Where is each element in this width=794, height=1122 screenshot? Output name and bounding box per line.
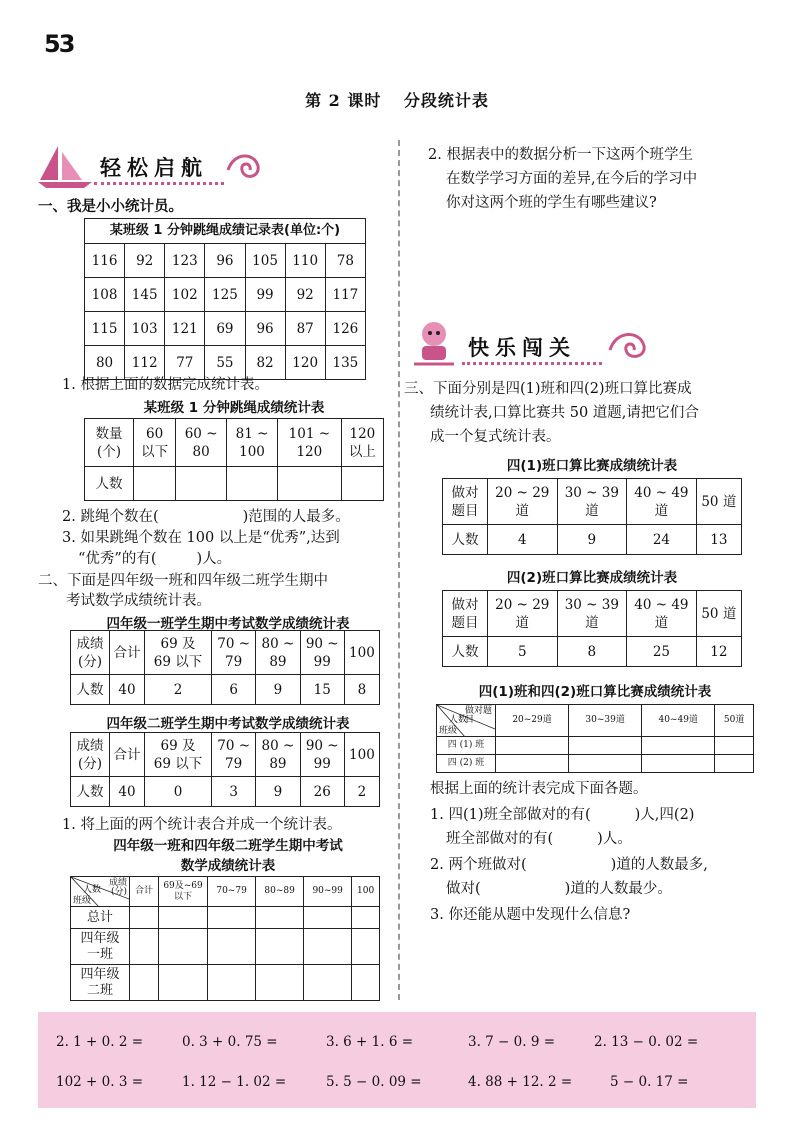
header-label: 道	[654, 614, 669, 631]
stat-table-title: 某班级 1 分钟跳绳成绩统计表	[143, 400, 325, 416]
combined-table-title-2: 数学成绩统计表	[180, 858, 276, 874]
text: )人。	[597, 831, 632, 847]
header-label: 90 ~	[305, 635, 339, 652]
header-label: 100	[352, 877, 380, 907]
header-label: 20 ~ 29	[495, 596, 550, 613]
banner-happy-challenge	[410, 318, 660, 370]
header-label: 合计	[110, 631, 145, 675]
header-label: 120	[349, 425, 376, 442]
answer-cell[interactable]	[159, 929, 208, 965]
header-label: 80 ~	[261, 737, 295, 754]
header-label: 题目	[451, 502, 479, 519]
page-number: 53	[44, 30, 74, 58]
header-label: 100	[344, 733, 379, 777]
header-label: 70 ~	[217, 737, 251, 754]
cell: 69	[205, 312, 245, 346]
cell: 112	[125, 346, 165, 380]
text: “优秀”的有(	[78, 551, 157, 567]
header-label: 70 ~	[217, 635, 251, 652]
answer-cell[interactable]	[256, 929, 304, 965]
diagonal-header-cell	[437, 705, 496, 737]
answer-cell[interactable]	[176, 467, 227, 501]
header-label: 道	[515, 502, 530, 519]
text: 四年级	[80, 966, 120, 982]
cartoon-child-icon	[410, 318, 460, 368]
cell: 15	[300, 675, 344, 705]
q2-sub2-line3: 你对这两个班的学生有哪些建议?	[446, 195, 657, 211]
answer-cell[interactable]	[569, 737, 642, 755]
combined-mental-math-title: 四(1)班和四(2)班口算比赛成绩统计表	[478, 684, 712, 700]
jump-rope-stat-table	[84, 418, 384, 501]
q3-sub1-line1	[430, 804, 694, 826]
answer-cell[interactable]	[496, 737, 569, 755]
text: 二班	[86, 982, 113, 998]
answer-cell[interactable]	[642, 755, 715, 773]
q3-sub2-line2	[446, 878, 672, 900]
header-label: 道	[654, 502, 669, 519]
corner-label: (分)	[110, 887, 127, 897]
q1-sub1: 1. 根据上面的数据完成统计表。	[62, 377, 269, 393]
header-label: 道	[585, 614, 599, 631]
q1-sub3-line2	[78, 548, 231, 570]
cell: 96	[205, 244, 245, 278]
swirl-ornament-icon	[224, 150, 264, 184]
lesson-topic: 分段统计表	[403, 91, 489, 110]
answer-cell[interactable]	[352, 965, 380, 1001]
cell: 8	[344, 675, 379, 705]
q3-sub1-line2	[446, 828, 632, 850]
header-label: 30~39道	[569, 705, 642, 737]
cell: 40	[110, 777, 145, 807]
row-label	[71, 929, 130, 965]
q2-heading-line2: 考试数学成绩统计表。	[66, 593, 211, 609]
math-problem: 2. 1 + 0. 2 =	[56, 1034, 144, 1050]
answer-cell[interactable]	[352, 907, 380, 929]
header-label: 89	[269, 755, 287, 772]
cell: 102	[165, 278, 205, 312]
cell: 4	[488, 525, 558, 555]
q1-sub3-line1: 3. 如果跳绳个数在 100 以上是“优秀”,达到	[62, 530, 340, 546]
cell: 99	[245, 278, 285, 312]
header-label: 69 及	[160, 737, 196, 754]
header-label: (分)	[77, 653, 103, 670]
answer-cell[interactable]	[208, 965, 256, 1001]
header-label: (分)	[77, 755, 103, 772]
header-label: 89	[269, 653, 287, 670]
header-label: 80 ~	[261, 635, 295, 652]
header-label: 40 ~ 49	[634, 484, 689, 501]
answer-cell[interactable]	[277, 467, 341, 501]
table-row	[85, 278, 366, 312]
q3-sub2-line1	[430, 854, 708, 876]
cell: 87	[285, 312, 325, 346]
cell: 126	[325, 312, 365, 346]
cell: 2	[344, 777, 379, 807]
q1-sub2	[62, 506, 350, 528]
header-label: 成绩	[76, 737, 104, 754]
cell: 116	[85, 244, 125, 278]
row-label: 人数	[71, 675, 110, 705]
header-label: 做对	[451, 596, 479, 613]
row-label: 人数	[443, 637, 488, 667]
cell: 3	[212, 777, 256, 807]
text: )范围的人最多。	[242, 509, 350, 525]
header-label: 100	[239, 443, 265, 460]
scalloped-edge	[38, 1007, 756, 1017]
header-label: 做对	[451, 484, 479, 501]
row-label	[71, 965, 130, 1001]
cell: 92	[125, 244, 165, 278]
class2-score-table	[70, 732, 380, 807]
q3-intro: 根据上面的统计表完成下面各题。	[430, 781, 648, 797]
cell: 8	[557, 637, 627, 667]
text: 班全部做对的有(	[446, 831, 554, 847]
corner-label: 班级	[439, 726, 458, 736]
header-label: 99	[313, 755, 331, 772]
text: )人。	[196, 551, 232, 567]
cell: 9	[256, 675, 300, 705]
header-label: 70~79	[208, 877, 256, 907]
answer-cell[interactable]	[304, 965, 352, 1001]
answer-cell[interactable]	[496, 755, 569, 773]
q1-heading: 一、我是小小统计员。	[38, 198, 183, 215]
header-label: 数量	[95, 425, 123, 442]
combined-mental-math-table	[436, 704, 754, 773]
mental-math-footer	[38, 1012, 756, 1108]
answer-cell[interactable]	[715, 755, 754, 773]
header-label: 道	[585, 502, 599, 519]
cell: 77	[165, 346, 205, 380]
answer-cell[interactable]	[304, 929, 352, 965]
cell: 78	[325, 244, 365, 278]
math-problem: 1. 12 − 1. 02 =	[182, 1074, 287, 1090]
header-label: 题目	[451, 614, 479, 631]
answer-cell[interactable]	[256, 907, 304, 929]
header-label: 69 以下	[153, 755, 203, 772]
q2-sub1: 1. 将上面的两个统计表合并成一个统计表。	[62, 817, 342, 833]
cell: 9	[557, 525, 627, 555]
header-label: 80	[192, 443, 210, 460]
header-label: 69 及	[160, 635, 196, 652]
text: 2. 两个班做对(	[430, 857, 527, 873]
math-problem: 3. 6 + 1. 6 =	[326, 1034, 414, 1050]
answer-cell[interactable]	[256, 965, 304, 1001]
cell: 105	[245, 244, 285, 278]
q2-sub2-line2: 在数学学习方面的差异,在今后的学习中	[446, 171, 698, 187]
text: 一班	[86, 946, 113, 962]
row-label: 人数	[71, 777, 110, 807]
math-problem: 2. 13 − 0. 02 =	[594, 1034, 699, 1050]
header-label: 20 ~ 29	[495, 484, 550, 501]
cell: 82	[245, 346, 285, 380]
row-label: 人数	[85, 467, 134, 501]
header-label: 81 ~	[235, 425, 269, 442]
cell: 125	[205, 278, 245, 312]
banner-title: 快乐闯关	[468, 336, 576, 360]
q3-heading-line2: 绩统计表,口算比赛共 50 道题,请把它们合	[430, 405, 699, 421]
class2-table-title: 四年级二班学生期中考试数学成绩统计表	[106, 716, 350, 732]
header-label: 30 ~ 39	[564, 484, 619, 501]
table-row	[85, 244, 366, 278]
answer-cell[interactable]	[130, 907, 159, 929]
answer-cell[interactable]	[130, 929, 159, 965]
corner-label: 成绩	[108, 878, 127, 888]
class42-mental-math-table	[442, 590, 742, 667]
text: 做对(	[446, 881, 481, 897]
class41-table-title: 四(1)班口算比赛成绩统计表	[506, 458, 678, 474]
header-label: 40~49道	[642, 705, 715, 737]
header-label: 69 以下	[153, 653, 203, 670]
row-label: 人数	[443, 525, 488, 555]
header-label: 合计	[130, 877, 159, 907]
header-label: 20~29道	[496, 705, 569, 737]
class42-table-title: 四(2)班口算比赛成绩统计表	[506, 570, 678, 586]
combined-table-title-1: 四年级一班和四年级二班学生期中考试	[113, 838, 343, 854]
header-label: 50 道	[696, 591, 741, 637]
corner-label: 做对题目	[465, 706, 493, 725]
header-label: 80~89	[256, 877, 304, 907]
cell: 5	[488, 637, 558, 667]
class1-table-title: 四年级一班学生期中考试数学成绩统计表	[106, 616, 350, 632]
header-label: 以上	[348, 443, 376, 460]
text: 1. 四(1)班全部做对的有(	[430, 807, 591, 823]
header-label: 50 道	[696, 479, 741, 525]
cell: 80	[85, 346, 125, 380]
answer-cell[interactable]	[208, 907, 256, 929]
row-label: 总计	[71, 907, 130, 929]
text: 2. 跳绳个数在(	[62, 509, 159, 525]
header-label: 90~99	[304, 877, 352, 907]
header-label: 79	[225, 653, 243, 670]
text: )人,四(2)	[634, 807, 695, 823]
lesson-title	[0, 88, 794, 111]
answer-cell[interactable]	[130, 965, 159, 1001]
cell: 92	[285, 278, 325, 312]
header-label: 60 ~	[184, 425, 218, 442]
header-label: 道	[515, 614, 530, 631]
corner-label: 人数	[449, 715, 468, 725]
header-label: 以下	[141, 443, 169, 460]
cell: 135	[325, 346, 365, 380]
answer-cell[interactable]	[569, 755, 642, 773]
cell: 26	[300, 777, 344, 807]
cell: 96	[245, 312, 285, 346]
cell: 12	[696, 637, 741, 667]
jump-rope-record-table	[84, 218, 366, 380]
math-problem: 4. 88 + 12. 2 =	[468, 1074, 573, 1090]
answer-cell[interactable]	[715, 737, 754, 755]
cell: 2	[145, 675, 212, 705]
class1-score-table	[70, 630, 380, 705]
header-label: 40 ~ 49	[634, 596, 689, 613]
math-problem: 5 − 0. 17 =	[610, 1074, 689, 1090]
combined-score-table	[70, 876, 380, 1001]
q2-heading-line1: 二、下面是四年级一班和四年级二班学生期中	[38, 573, 328, 589]
answer-cell[interactable]	[208, 929, 256, 965]
header-label: 成绩	[76, 635, 104, 652]
header-label: 90 ~	[305, 737, 339, 754]
header-label: 合计	[110, 733, 145, 777]
answer-cell[interactable]	[227, 467, 278, 501]
cell: 55	[205, 346, 245, 380]
banner-easy-start	[38, 142, 258, 190]
column-divider	[398, 140, 400, 1000]
answer-cell[interactable]	[134, 467, 176, 501]
cell: 115	[85, 312, 125, 346]
header-label: 30 ~ 39	[564, 596, 619, 613]
q3-heading-line1: 三、下面分别是四(1)班和四(2)班口算比赛成	[404, 381, 692, 397]
header-label: 120	[296, 443, 323, 460]
header-label: 79	[225, 755, 243, 772]
answer-cell[interactable]	[304, 907, 352, 929]
class41-mental-math-table	[442, 478, 742, 555]
cell: 145	[125, 278, 165, 312]
corner-label: 班级	[73, 896, 92, 906]
math-problem: 102 + 0. 3 =	[56, 1074, 144, 1090]
header-label: 100	[344, 631, 379, 675]
text: )道的人数最少。	[564, 881, 672, 897]
answer-cell[interactable]	[159, 965, 208, 1001]
table-title: 某班级 1 分钟跳绳成绩记录表(单位:个)	[85, 219, 366, 244]
header-label: 69及~69以下	[159, 877, 208, 907]
q2-sub2-line1: 2. 根据表中的数据分析一下这两个班学生	[428, 147, 693, 163]
text: 四年级	[80, 930, 120, 946]
cell: 120	[285, 346, 325, 380]
math-problem: 5. 5 − 0. 09 =	[326, 1074, 422, 1090]
header-label: 101 ~	[288, 425, 331, 442]
header-label: (个)	[96, 443, 122, 460]
table-row	[85, 312, 366, 346]
header-label: 60	[145, 425, 164, 442]
header-label: 99	[313, 653, 331, 670]
cell: 9	[256, 777, 300, 807]
cell: 6	[212, 675, 256, 705]
cell: 103	[125, 312, 165, 346]
cell: 108	[85, 278, 125, 312]
math-problem: 0. 3 + 0. 75 =	[182, 1034, 278, 1050]
math-problem: 3. 7 − 0. 9 =	[468, 1034, 556, 1050]
q3-sub3: 3. 你还能从题中发现什么信息?	[430, 907, 631, 923]
cell: 123	[165, 244, 205, 278]
diagonal-header-cell	[71, 877, 130, 907]
text: )道的人数最多,	[610, 857, 708, 873]
row-label: 四 (2) 班	[437, 755, 496, 773]
swirl-ornament-icon	[606, 328, 652, 364]
cell: 24	[627, 525, 697, 555]
answer-cell[interactable]	[642, 737, 715, 755]
lesson-number: 第 2 课时	[305, 91, 382, 110]
banner-ornament-line	[462, 362, 602, 371]
answer-cell[interactable]	[352, 929, 380, 965]
sailboat-icon	[38, 142, 98, 188]
cell: 13	[696, 525, 741, 555]
header-label: 50道	[715, 705, 754, 737]
answer-cell[interactable]	[159, 907, 208, 929]
cell: 121	[165, 312, 205, 346]
cell: 25	[627, 637, 697, 667]
banner-title: 轻松启航	[100, 156, 208, 180]
cell: 117	[325, 278, 365, 312]
q3-heading-line3: 成一个复式统计表。	[430, 429, 561, 445]
corner-label: 人数	[83, 885, 102, 895]
cell: 110	[285, 244, 325, 278]
cell: 40	[110, 675, 145, 705]
row-label: 四 (1) 班	[437, 737, 496, 755]
answer-cell[interactable]	[341, 467, 383, 501]
cell: 0	[145, 777, 212, 807]
banner-ornament-line	[94, 182, 224, 191]
